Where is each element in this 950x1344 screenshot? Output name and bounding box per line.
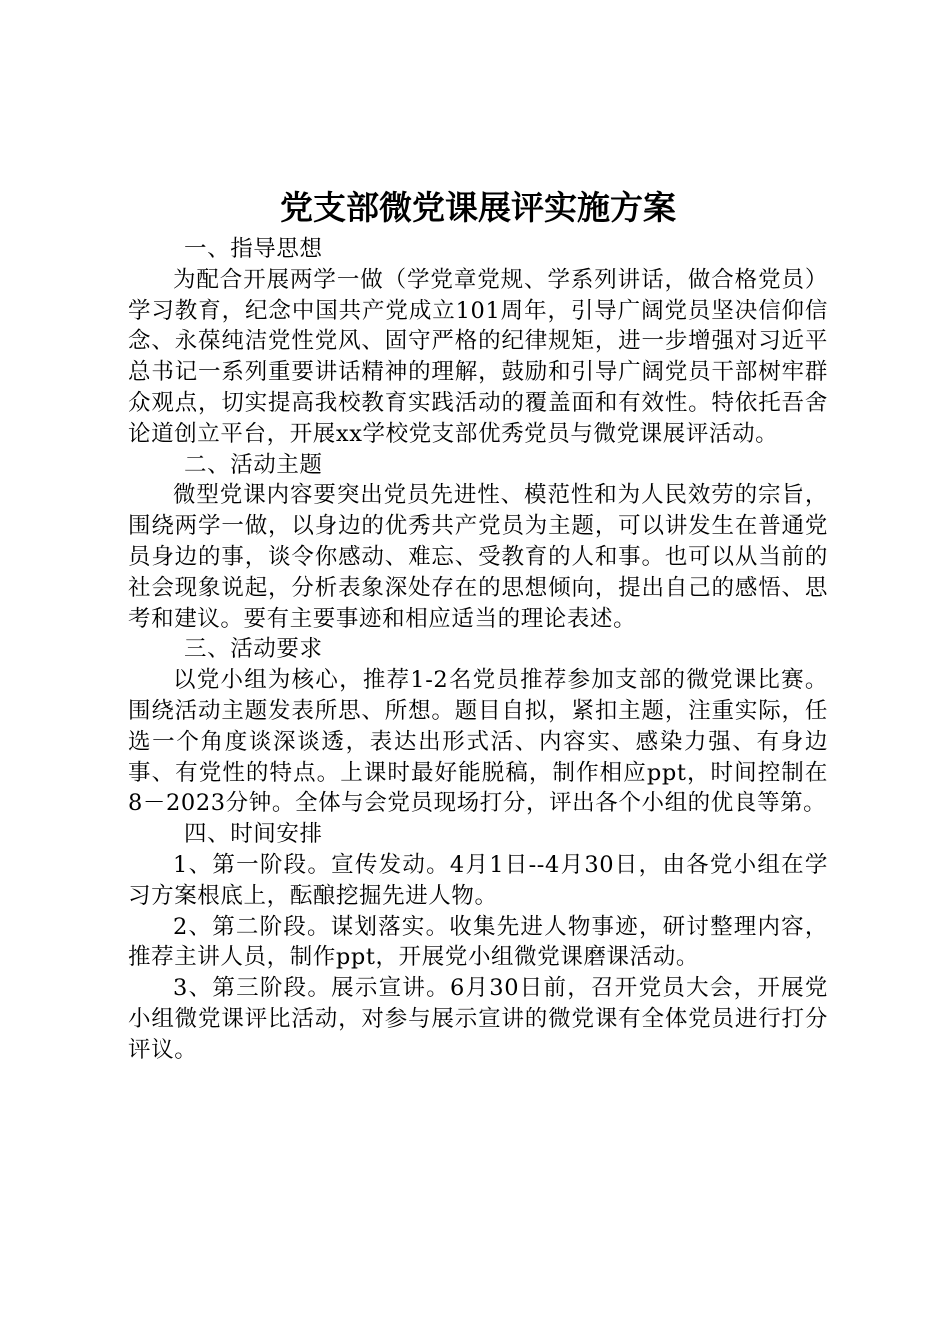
document-page — [128, 182, 828, 1066]
section-heading-guiding-thought: 一、指导思想 — [184, 236, 323, 262]
document-title: 党支部微党课展评实施方案 — [280, 188, 676, 227]
section-heading-activity-requirements: 三、活动要求 — [184, 636, 323, 663]
section-heading-schedule: 四、时间安排 — [184, 821, 323, 848]
paragraph-schedule-stage-2: 2、第二阶段。谋划落实。收集先进人物事迹，研讨整理内容，推荐主讲人员，制作ppt，开展党小组微党课磨课活动。 — [128, 913, 828, 971]
paragraph-activity-requirements: 以党小组为核心，推荐1-2名党员推荐参加支部的微党课比赛。围绕活动主题发表所思、所想。题目自拟，紧扣主题，注重实际，任选一个角度谈深谈透，表达出形式活、内容实、感染力强、有身边事、有党性的特点。上课时最好能脱稿，制作相应ppt，时间控制在8－2023分钟。全体与会党员现场打分，评出各个小组的优良等第。 — [128, 667, 828, 817]
paragraph-activity-theme: 微型党课内容要突出党员先进性、模范性和为人民效劳的宗旨，围绕两学一做，以身边的优秀共产党员为主题，可以讲发生在普通党员身边的事，谈令你感动、难忘、受教育的人和事。也可以从当前的社会现象说起，分析表象深处存在的思想倾向，提出自己的感悟、思考和建议。要有主要事迹和相应适当的理论表述。 — [128, 482, 828, 632]
paragraph-guiding-thought: 为配合开展两学一做（学党章党规、学系列讲话，做合格党员）学习教育，纪念中国共产党成立101周年，引导广阔党员坚决信仰信念、永葆纯洁党性党风、固守严格的纪律规矩，进一步增强对习近平总书记一系列重要讲话精神的理解，鼓励和引导广阔党员干部树牢群众观点，切实提高我校教育实践活动的覆盖面和有效性。特依托吾舍论道创立平台，开展xx学校党支部优秀党员与微党课展评活动。 — [128, 266, 828, 447]
section-heading-activity-theme: 二、活动主题 — [184, 451, 323, 478]
paragraph-schedule-stage-3: 3、第三阶段。展示宣讲。6月30日前，召开党员大会，开展党小组微党课评比活动，对参与展示宣讲的微党课有全体党员进行打分评议。 — [128, 975, 828, 1063]
paragraph-schedule-stage-1: 1、第一阶段。宣传发动。4月1日--4月30日，由各党小组在学习方案根底上，酝酿挖掘先进人物。 — [128, 851, 828, 909]
